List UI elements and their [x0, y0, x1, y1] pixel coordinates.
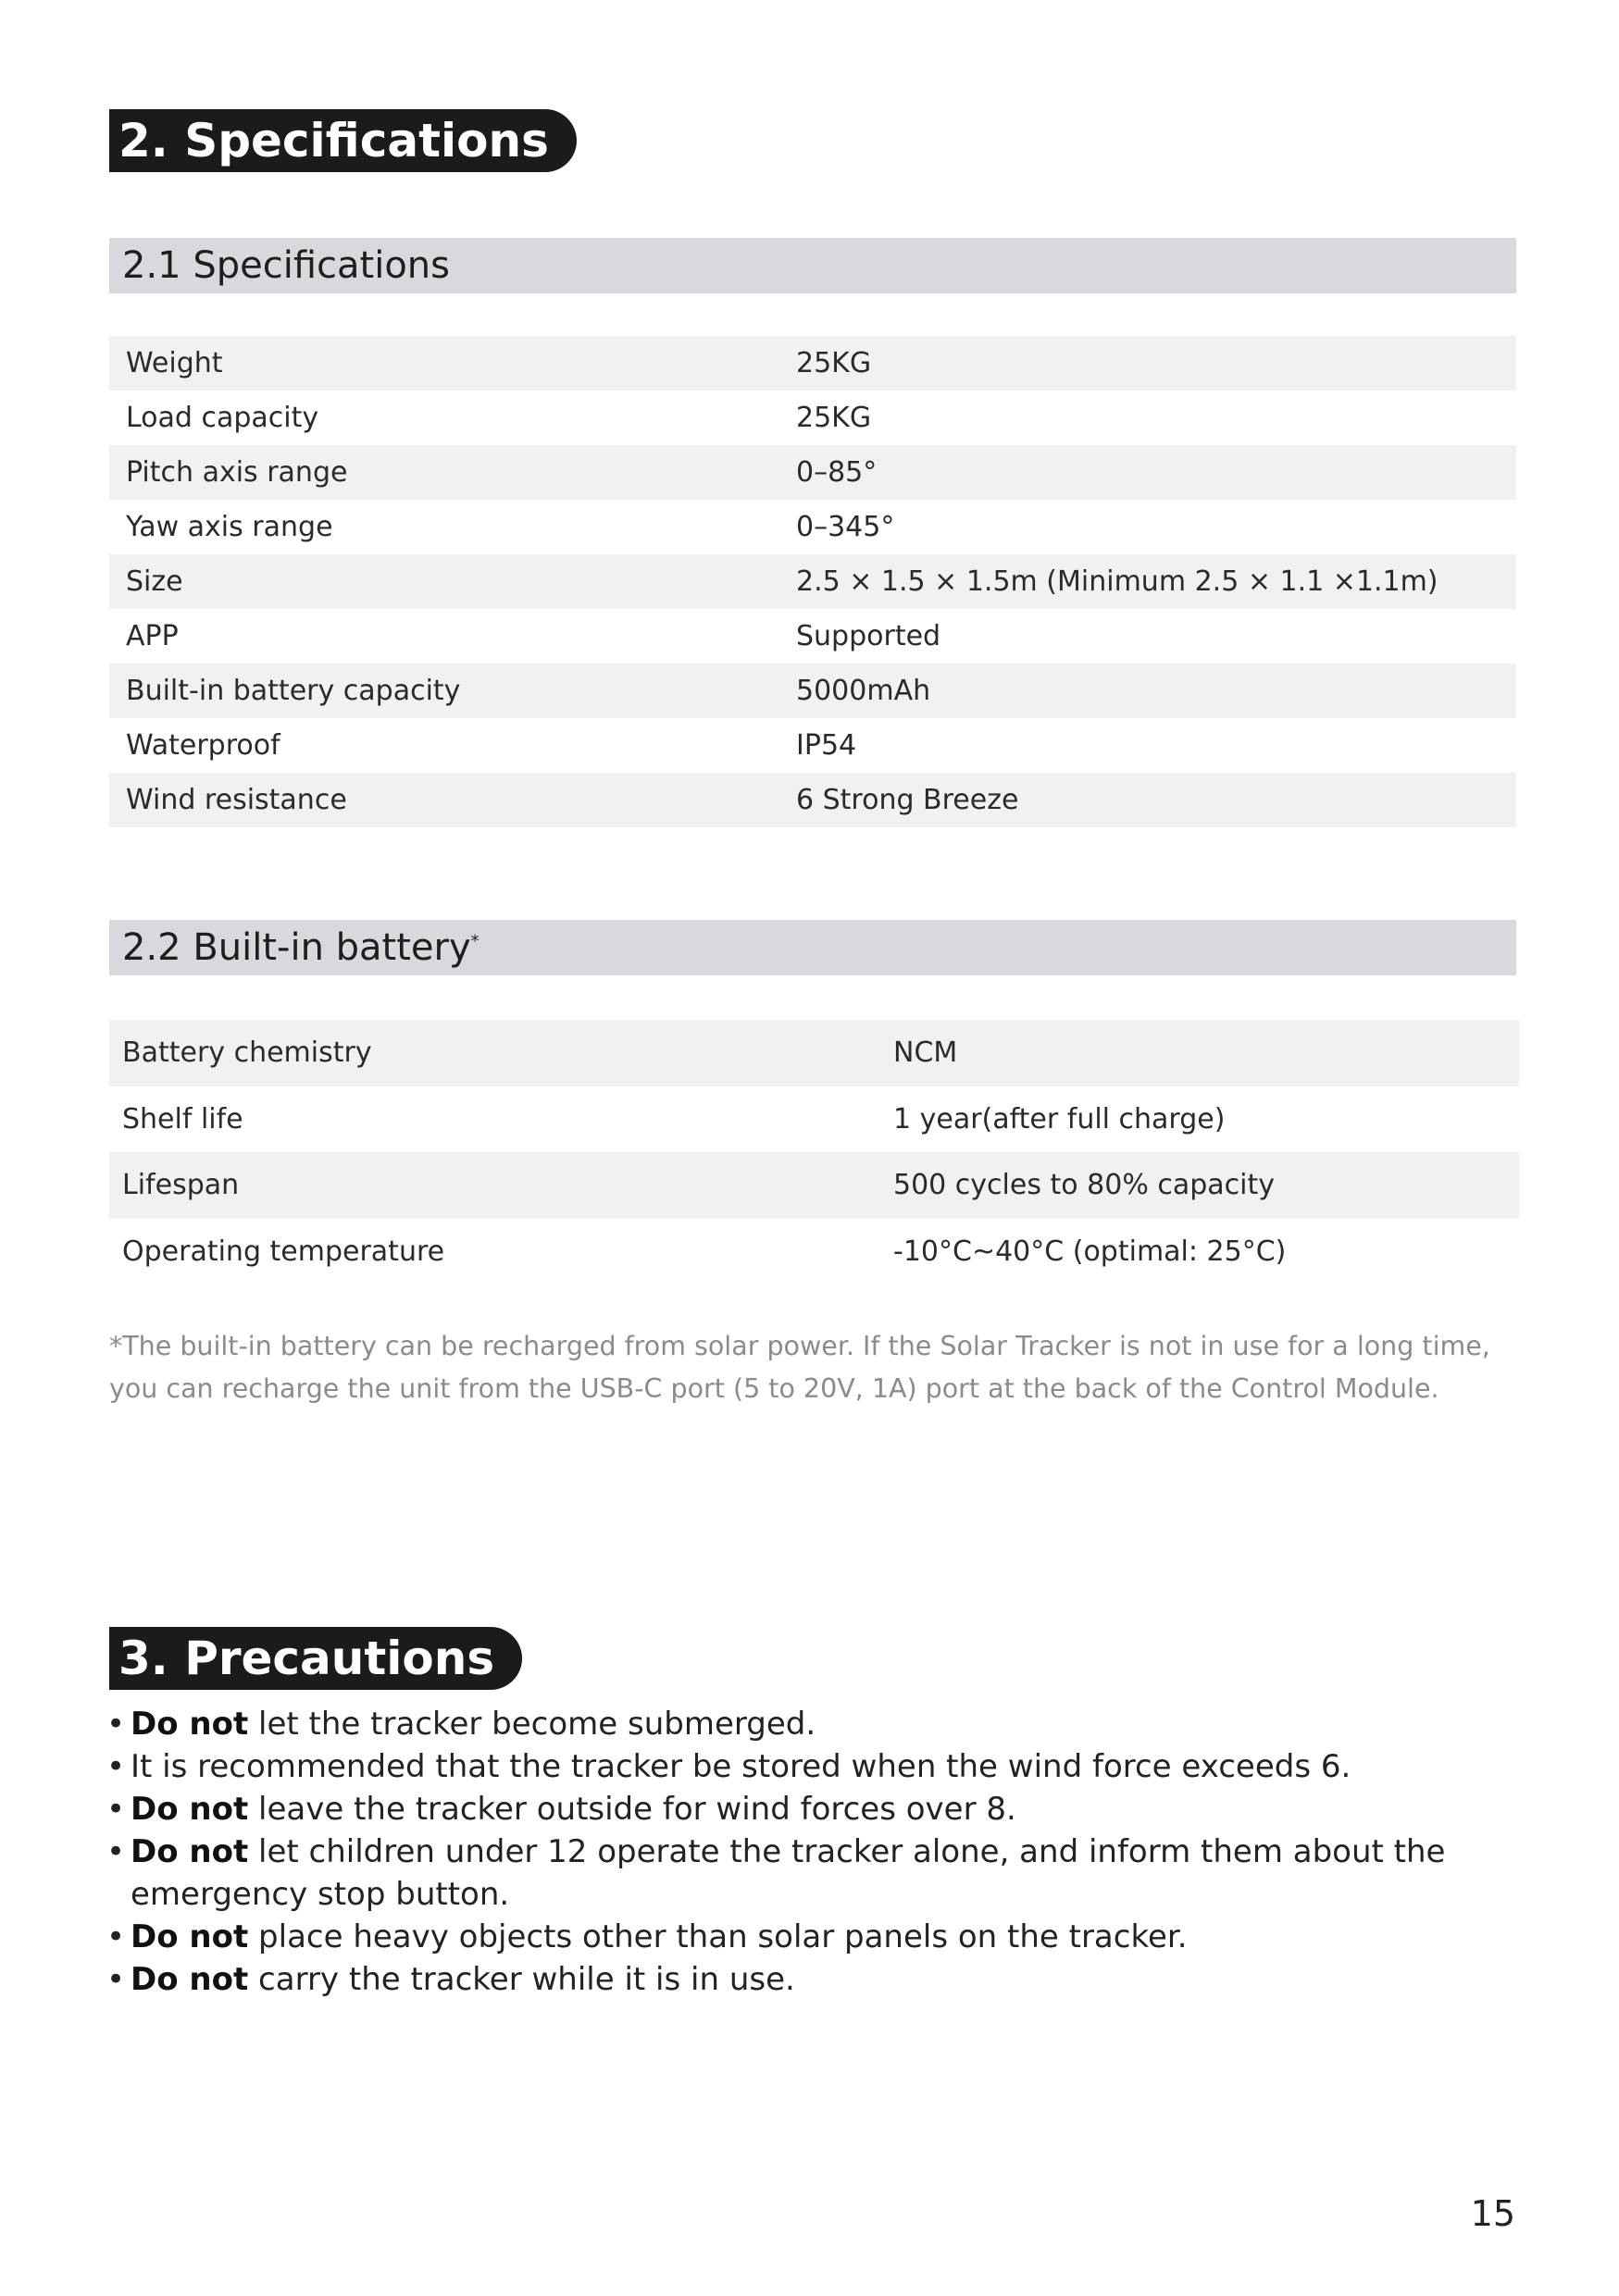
- table-row: [109, 1152, 1519, 1219]
- subsection-2-1-heading: 2.1 Specifications: [109, 238, 1516, 293]
- spec-label: Weight: [126, 347, 223, 379]
- table-row: [109, 500, 1516, 554]
- table-row: [109, 1086, 1519, 1153]
- battery-value: 1 year(after full charge): [893, 1102, 1226, 1136]
- bullet-icon: •: [106, 1833, 126, 1870]
- spec-value: 5000mAh: [796, 675, 931, 707]
- precaution-text: let children under 12 operate the tracker alone, and inform them about the emergency stop button.: [131, 1833, 1446, 1913]
- emphasis: Do not: [131, 1706, 249, 1743]
- section-2-heading: 2. Specifications: [109, 109, 577, 172]
- bullet-icon: •: [106, 1791, 126, 1828]
- spec-value: 0–345°: [796, 511, 895, 543]
- bullet-icon: •: [106, 1748, 126, 1785]
- battery-value: NCM: [893, 1036, 958, 1070]
- precautions-list: [106, 1703, 1513, 2001]
- table-row: [109, 773, 1516, 827]
- table-row: [109, 664, 1516, 718]
- footnote-mark: *: [470, 931, 479, 951]
- table-row: [109, 718, 1516, 773]
- table-row: [109, 1219, 1519, 1285]
- spec-label: Pitch axis range: [126, 456, 348, 489]
- precaution-text: let the tracker become submerged.: [248, 1706, 816, 1743]
- spec-value: Supported: [796, 620, 941, 652]
- table-row: [109, 336, 1516, 391]
- subsection-2-2-title: 2.2 Built-in battery: [122, 926, 471, 969]
- emphasis: Do not: [131, 1791, 249, 1828]
- list-item: [106, 1745, 1513, 1788]
- spec-label: Wind resistance: [126, 784, 347, 816]
- spec-label: APP: [126, 620, 179, 652]
- spec-value: 25KG: [796, 402, 872, 434]
- battery-value: 500 cycles to 80% capacity: [893, 1169, 1276, 1202]
- spec-value: 6 Strong Breeze: [796, 784, 1019, 816]
- list-item: [106, 1788, 1513, 1831]
- precaution-text: carry the tracker while it is in use.: [248, 1961, 795, 1998]
- precaution-text: It is recommended that the tracker be stored when the wind force exceeds 6.: [131, 1748, 1351, 1785]
- spec-value: 0–85°: [796, 456, 878, 489]
- table-row: [109, 445, 1516, 500]
- precaution-text: place heavy objects other than solar panels on the tracker.: [248, 1918, 1188, 1955]
- spec-label: Yaw axis range: [126, 511, 333, 543]
- list-item: [106, 1958, 1513, 2001]
- bullet-icon: •: [106, 1706, 126, 1743]
- bullet-icon: •: [106, 1961, 126, 1998]
- battery-label: Operating temperature: [122, 1235, 445, 1268]
- emphasis: Do not: [131, 1918, 249, 1955]
- table-row: [109, 1020, 1519, 1086]
- page-number: 15: [1470, 2193, 1515, 2234]
- battery-footnote: *The built-in battery can be recharged from solar power. If the Solar Tracker is not in use for a long time, you can recharge the unit from the USB-C port (5 to 20V, 1A) port at the back of the Control Module.: [109, 1330, 1490, 1404]
- specifications-table: [109, 336, 1516, 827]
- precaution-text: leave the tracker outside for wind forces over 8.: [248, 1791, 1016, 1828]
- list-item: [106, 1916, 1513, 1958]
- emphasis: Do not: [131, 1833, 249, 1870]
- table-row: [109, 554, 1516, 609]
- spec-value: 2.5 × 1.5 × 1.5m (Minimum 2.5 × 1.1 ×1.1m): [796, 565, 1438, 598]
- bullet-icon: •: [106, 1918, 126, 1955]
- table-row: [109, 391, 1516, 445]
- subsection-2-2-heading: [109, 920, 1516, 975]
- spec-value: 25KG: [796, 347, 872, 379]
- spec-label: Built-in battery capacity: [126, 675, 461, 707]
- battery-label: Battery chemistry: [122, 1036, 372, 1070]
- list-item: [106, 1831, 1513, 1916]
- section-3-heading: 3. Precautions: [109, 1627, 522, 1690]
- spec-label: Size: [126, 565, 183, 598]
- table-row: [109, 609, 1516, 664]
- spec-label: Load capacity: [126, 402, 319, 434]
- battery-label: Lifespan: [122, 1169, 240, 1202]
- list-item: [106, 1703, 1513, 1745]
- spec-label: Waterproof: [126, 729, 280, 762]
- emphasis: Do not: [131, 1961, 249, 1998]
- battery-value: -10°C~40°C (optimal: 25°C): [893, 1235, 1287, 1268]
- spec-value: IP54: [796, 729, 857, 762]
- battery-table: [109, 1020, 1519, 1285]
- battery-label: Shelf life: [122, 1102, 243, 1136]
